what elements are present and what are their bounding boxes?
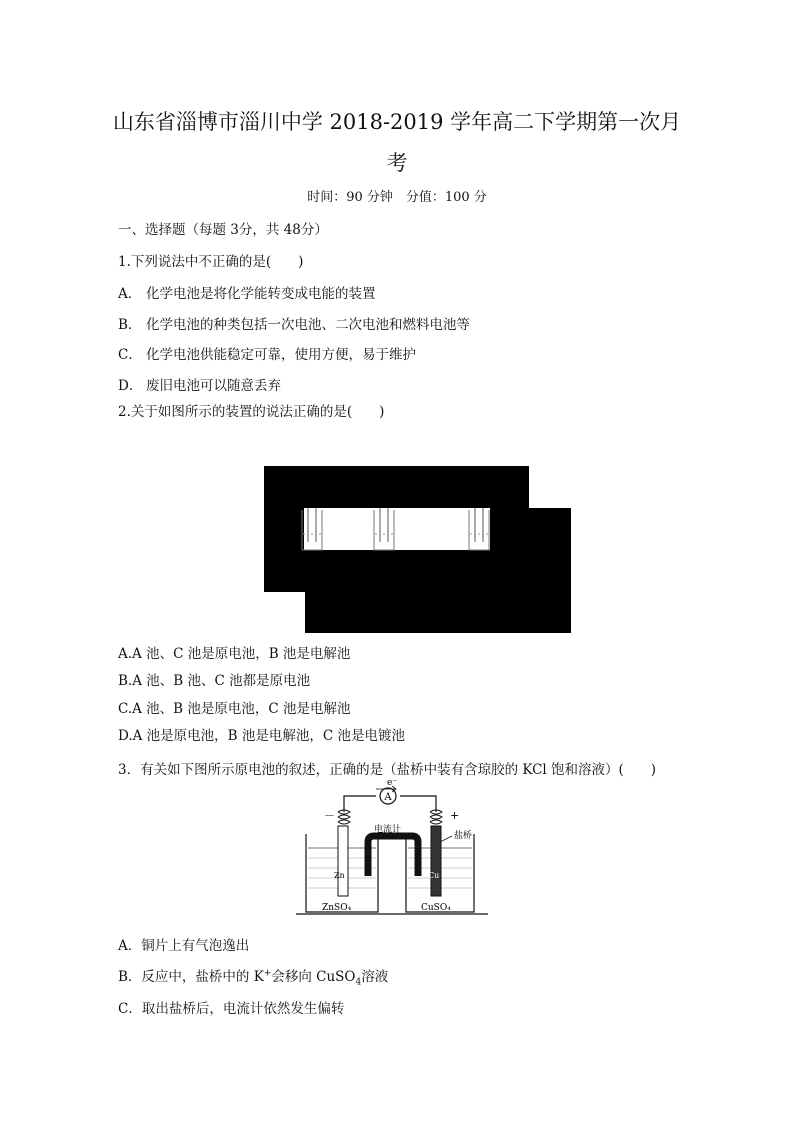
q3-option-b-part2: 会移向 CuSO	[271, 969, 356, 985]
zn-label: Zn	[334, 871, 345, 880]
right-clip-icon	[430, 810, 442, 824]
beaker-a	[302, 508, 322, 550]
q1-option-d	[118, 374, 281, 394]
ammeter-label: A	[384, 792, 392, 803]
q2-option-b: B.A 池、B 池、C 池都是原电池	[118, 673, 311, 689]
electron-label: e⁻	[387, 778, 398, 788]
redaction-block-middle	[264, 550, 529, 592]
q3-stem: 3．有关如下图所示原电池的叙述，正确的是（盐桥中装有含琼胶的 KCl 饱和溶液）( )	[118, 762, 657, 778]
q2-stem: 2.关于如图所示的装置的说法正确的是( )	[118, 404, 385, 420]
q3-option-b-superscript: +	[263, 968, 272, 979]
redaction-block-bottom	[305, 592, 529, 633]
document-title-line1: 山东省淄博市淄川中学 2018-2019 学年高二下学期第一次月	[112, 110, 682, 134]
q1-option-b-letter: B．	[118, 317, 142, 333]
galvanometer-label: 电流计	[374, 825, 402, 835]
exam-info: 时间：90 分钟 分值：100 分	[307, 190, 487, 205]
redaction-block-top	[264, 466, 529, 508]
salt-bridge-label: 盐桥	[454, 831, 473, 841]
q2-option-c: C.A 池、B 池是原电池，C 池是电解池	[118, 701, 351, 717]
q3-option-b	[118, 965, 388, 988]
section-heading: 一、选择题（每题 3分，共 48分）	[118, 222, 328, 238]
document-title-line2: 考	[386, 151, 408, 175]
q3-option-b-part1: B．反应中，盐桥中的 K	[118, 969, 264, 985]
redaction-block-mid-right	[490, 508, 530, 550]
redaction-block-right	[529, 508, 571, 633]
q3-option-c: C．取出盐桥后，电流计依然发生偏转	[118, 1001, 345, 1017]
q3-option-a: A．铜片上有气泡逸出	[118, 938, 250, 954]
cuso4-label: CuSO₄	[421, 903, 451, 913]
q3-galvanic-cell-figure	[294, 778, 490, 920]
beaker-c	[469, 508, 489, 550]
zn-electrode	[338, 826, 348, 896]
redaction-block-left	[264, 508, 304, 550]
solution-hatching	[308, 858, 472, 888]
cu-electrode	[431, 826, 441, 896]
q1-option-b-text: 化学电池的种类包括一次电池、二次电池和燃料电池等	[146, 317, 470, 333]
q1-option-d-letter: D．	[118, 378, 143, 394]
left-clip-icon	[338, 810, 350, 824]
znso4-label: ZnSO₄	[322, 903, 352, 913]
q1-option-b	[118, 313, 470, 333]
q2-option-a: A.A 池、C 池是原电池，B 池是电解池	[118, 646, 351, 662]
salt-bridge	[368, 836, 418, 876]
q1-stem: 1.下列说法中不正确的是( )	[118, 254, 304, 270]
plus-sign: +	[450, 809, 460, 822]
q1-option-c	[118, 343, 416, 363]
q1-option-c-letter: C．	[118, 347, 142, 363]
q2-figure	[262, 464, 574, 636]
minus-sign: －	[324, 809, 335, 822]
cu-label: Cu	[428, 871, 440, 880]
q2-option-d: D.A 池是原电池，B 池是电解池，C 池是电镀池	[118, 728, 406, 744]
q1-option-c-text: 化学电池供能稳定可靠，使用方便，易于维护	[146, 347, 416, 363]
q1-option-a-text: 化学电池是将化学能转变成电能的装置	[146, 286, 376, 302]
q3-option-b-part3: 溶液	[361, 969, 389, 985]
q3-option-b-subscript: 4	[355, 977, 362, 988]
q1-option-a	[118, 282, 376, 302]
q1-option-d-text: 废旧电池可以随意丢弃	[146, 378, 281, 394]
beaker-b	[374, 508, 394, 550]
q1-option-a-letter: A．	[118, 286, 142, 302]
